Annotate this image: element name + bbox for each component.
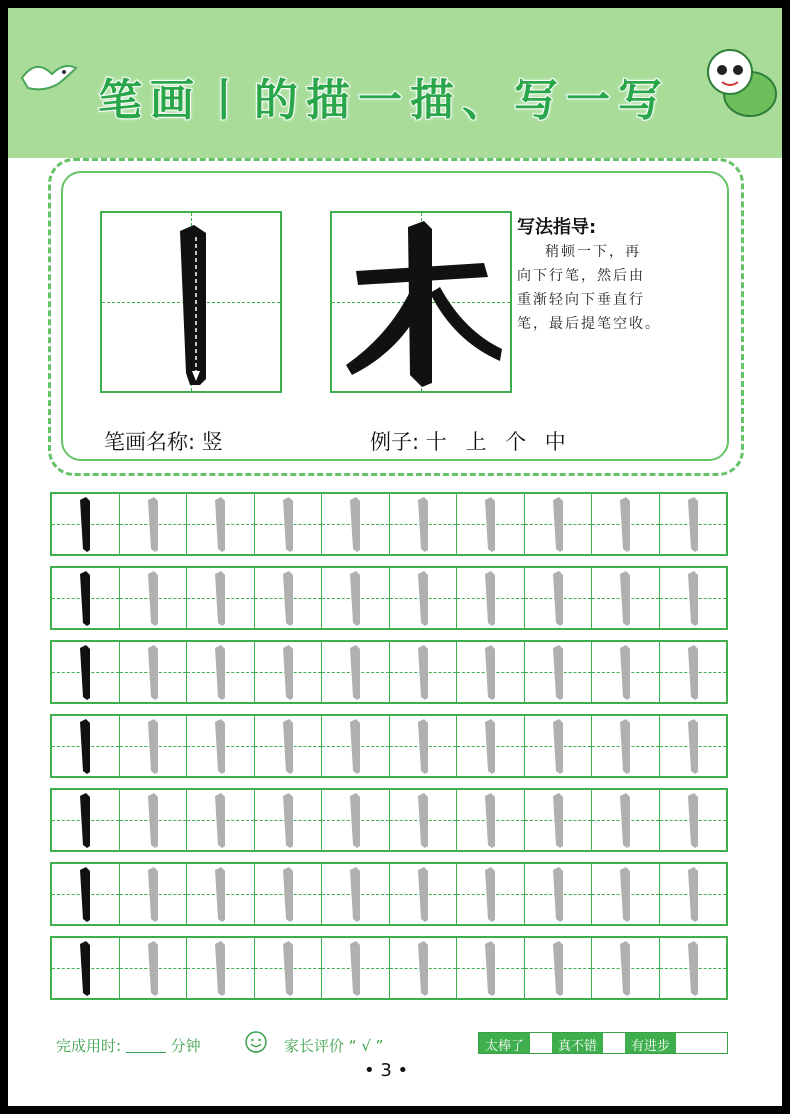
trace-stroke	[390, 642, 457, 702]
trace-cell[interactable]	[525, 716, 593, 776]
trace-stroke	[120, 642, 187, 702]
trace-cell[interactable]	[120, 790, 188, 850]
trace-cell[interactable]	[255, 494, 323, 554]
practice-row	[50, 788, 728, 852]
practice-row	[50, 566, 728, 630]
trace-stroke	[255, 790, 322, 850]
bird-icon	[14, 48, 84, 108]
stroke-name-label: 笔画名称:	[104, 430, 196, 454]
sample-stroke	[52, 568, 119, 628]
trace-stroke	[457, 716, 524, 776]
trace-stroke	[592, 716, 659, 776]
trace-stroke	[660, 864, 727, 924]
trace-stroke	[322, 938, 389, 998]
trace-stroke	[525, 864, 592, 924]
trace-stroke	[592, 642, 659, 702]
sample-stroke	[52, 938, 119, 998]
trace-stroke	[255, 716, 322, 776]
trace-stroke	[255, 938, 322, 998]
trace-cell[interactable]	[120, 568, 188, 628]
trace-cell[interactable]	[187, 790, 255, 850]
stroke-name-value: 竖	[201, 430, 223, 454]
trace-cell[interactable]	[187, 938, 255, 998]
trace-stroke	[120, 494, 187, 554]
trace-stroke	[255, 864, 322, 924]
method-line: 笔，最后提笔空收。	[517, 316, 661, 332]
trace-cell[interactable]	[592, 790, 660, 850]
trace-stroke	[187, 642, 254, 702]
trace-cell[interactable]	[390, 790, 458, 850]
trace-stroke	[322, 642, 389, 702]
method-line: 稍顿一下，再	[545, 244, 641, 260]
trace-stroke	[322, 568, 389, 628]
practice-row	[50, 640, 728, 704]
trace-cell[interactable]	[322, 716, 390, 776]
examples-label: 例子:	[370, 430, 420, 454]
page-title: 笔画丨的描一描、写一写	[98, 75, 670, 126]
trace-cell[interactable]	[525, 642, 593, 702]
trace-cell[interactable]	[525, 864, 593, 924]
turtle-mascot-icon	[700, 42, 778, 128]
trace-stroke	[660, 938, 727, 998]
sample-cell[interactable]	[52, 642, 120, 702]
trace-stroke	[525, 938, 592, 998]
trace-cell[interactable]	[660, 568, 727, 628]
trace-stroke	[187, 716, 254, 776]
trace-stroke	[390, 790, 457, 850]
sample-cell[interactable]	[52, 494, 120, 554]
sample-stroke	[52, 790, 119, 850]
trace-cell[interactable]	[592, 642, 660, 702]
trace-cell[interactable]	[457, 568, 525, 628]
trace-cell[interactable]	[457, 938, 525, 998]
trace-cell[interactable]	[322, 568, 390, 628]
trace-cell[interactable]	[322, 938, 390, 998]
trace-cell[interactable]	[187, 716, 255, 776]
trace-stroke	[525, 790, 592, 850]
rating-checkbox-good[interactable]	[603, 1033, 625, 1053]
method-title: 写法指导:	[517, 217, 597, 238]
trace-cell[interactable]	[592, 864, 660, 924]
trace-cell[interactable]	[120, 642, 188, 702]
worksheet-page	[8, 8, 782, 1106]
vertical-stroke-demo	[102, 213, 280, 391]
sample-cell[interactable]	[52, 568, 120, 628]
trace-cell[interactable]	[390, 642, 458, 702]
trace-cell[interactable]	[120, 494, 188, 554]
examples-value: 十 上 个 中	[425, 430, 572, 454]
completion-time	[56, 1035, 201, 1056]
trace-cell[interactable]	[187, 864, 255, 924]
trace-stroke	[255, 494, 322, 554]
trace-cell[interactable]	[255, 790, 323, 850]
trace-cell[interactable]	[660, 716, 727, 776]
example-char-mu	[332, 213, 510, 391]
method-line: 向下行笔，然后由	[517, 268, 645, 284]
trace-stroke	[120, 790, 187, 850]
trace-stroke	[255, 642, 322, 702]
trace-stroke	[660, 790, 727, 850]
trace-stroke	[390, 494, 457, 554]
examples-row	[370, 426, 572, 456]
trace-cell[interactable]	[592, 494, 660, 554]
sample-cell[interactable]	[52, 790, 120, 850]
trace-cell[interactable]	[525, 494, 593, 554]
trace-cell[interactable]	[322, 642, 390, 702]
rating-label-excellent: 太棒了	[479, 1033, 530, 1053]
rating-checkbox-progress[interactable]	[676, 1033, 727, 1053]
trace-stroke	[322, 790, 389, 850]
trace-cell[interactable]	[457, 864, 525, 924]
sample-cell[interactable]	[52, 938, 120, 998]
sample-cell[interactable]	[52, 864, 120, 924]
parent-eval	[284, 1035, 383, 1056]
trace-stroke	[660, 494, 727, 554]
trace-stroke	[187, 864, 254, 924]
trace-stroke	[457, 568, 524, 628]
trace-cell[interactable]	[187, 642, 255, 702]
trace-stroke	[120, 938, 187, 998]
rating-checkbox-excellent[interactable]	[530, 1033, 552, 1053]
trace-cell[interactable]	[457, 642, 525, 702]
trace-cell[interactable]	[457, 716, 525, 776]
trace-cell[interactable]	[390, 864, 458, 924]
trace-cell[interactable]	[457, 790, 525, 850]
trace-cell[interactable]	[120, 864, 188, 924]
sample-stroke	[52, 716, 119, 776]
trace-cell[interactable]	[120, 938, 188, 998]
time-label: 完成用时:	[56, 1037, 122, 1055]
trace-cell[interactable]	[660, 494, 727, 554]
trace-stroke	[592, 494, 659, 554]
method-text	[517, 240, 717, 336]
trace-stroke	[187, 790, 254, 850]
method-line: 重渐轻向下垂直行	[517, 292, 645, 308]
practice-row	[50, 862, 728, 926]
time-blank[interactable]	[126, 1052, 166, 1053]
smiley-icon	[244, 1030, 268, 1054]
rating-label-progress: 有进步	[625, 1033, 676, 1053]
trace-cell[interactable]	[187, 494, 255, 554]
trace-cell[interactable]	[390, 716, 458, 776]
sample-cell[interactable]	[52, 716, 120, 776]
trace-stroke	[457, 494, 524, 554]
trace-stroke	[457, 938, 524, 998]
trace-stroke	[592, 568, 659, 628]
time-unit: 分钟	[170, 1037, 201, 1055]
trace-stroke	[120, 864, 187, 924]
sample-stroke	[52, 642, 119, 702]
trace-cell[interactable]	[255, 716, 323, 776]
trace-stroke	[525, 494, 592, 554]
trace-stroke	[457, 790, 524, 850]
trace-cell[interactable]	[322, 494, 390, 554]
footer	[56, 1032, 736, 1056]
trace-stroke	[322, 494, 389, 554]
trace-stroke	[457, 642, 524, 702]
trace-stroke	[525, 642, 592, 702]
trace-stroke	[120, 568, 187, 628]
trace-stroke	[390, 938, 457, 998]
practice-row	[50, 936, 728, 1000]
trace-stroke	[390, 568, 457, 628]
trace-cell[interactable]	[255, 864, 323, 924]
trace-stroke	[322, 864, 389, 924]
trace-stroke	[187, 938, 254, 998]
trace-cell[interactable]	[660, 938, 727, 998]
page-number: • 3 •	[364, 1060, 409, 1081]
trace-stroke	[120, 716, 187, 776]
trace-cell[interactable]	[255, 938, 323, 998]
trace-cell[interactable]	[457, 494, 525, 554]
eval-mark: “ √ ”	[348, 1037, 384, 1055]
trace-cell[interactable]	[592, 568, 660, 628]
practice-row	[50, 492, 728, 556]
rating-label-good: 真不错	[552, 1033, 603, 1053]
trace-stroke	[255, 568, 322, 628]
trace-stroke	[525, 716, 592, 776]
trace-cell[interactable]	[660, 642, 727, 702]
trace-cell[interactable]	[660, 864, 727, 924]
trace-cell[interactable]	[390, 568, 458, 628]
trace-stroke	[457, 864, 524, 924]
trace-cell[interactable]	[525, 568, 593, 628]
trace-cell[interactable]	[525, 790, 593, 850]
trace-cell[interactable]	[255, 568, 323, 628]
trace-stroke	[592, 938, 659, 998]
rating-boxes	[478, 1032, 728, 1054]
trace-cell[interactable]	[525, 938, 593, 998]
trace-cell[interactable]	[390, 494, 458, 554]
trace-stroke	[322, 716, 389, 776]
trace-cell[interactable]	[322, 864, 390, 924]
example-char-cell	[330, 211, 512, 393]
trace-stroke	[390, 864, 457, 924]
trace-stroke	[187, 568, 254, 628]
trace-cell[interactable]	[255, 642, 323, 702]
trace-cell[interactable]	[592, 716, 660, 776]
trace-stroke	[525, 568, 592, 628]
trace-stroke	[390, 716, 457, 776]
trace-stroke	[187, 494, 254, 554]
trace-cell[interactable]	[120, 716, 188, 776]
trace-cell[interactable]	[390, 938, 458, 998]
eval-label: 家长评价	[284, 1037, 345, 1055]
trace-stroke	[660, 568, 727, 628]
trace-stroke	[592, 790, 659, 850]
trace-cell[interactable]	[592, 938, 660, 998]
practice-row	[50, 714, 728, 778]
trace-stroke	[660, 642, 727, 702]
trace-cell[interactable]	[660, 790, 727, 850]
trace-stroke	[660, 716, 727, 776]
sample-stroke	[52, 494, 119, 554]
trace-stroke	[592, 864, 659, 924]
trace-cell[interactable]	[322, 790, 390, 850]
trace-cell[interactable]	[187, 568, 255, 628]
stroke-name-row	[104, 426, 223, 456]
sample-stroke	[52, 864, 119, 924]
stroke-demo-cell	[100, 211, 282, 393]
